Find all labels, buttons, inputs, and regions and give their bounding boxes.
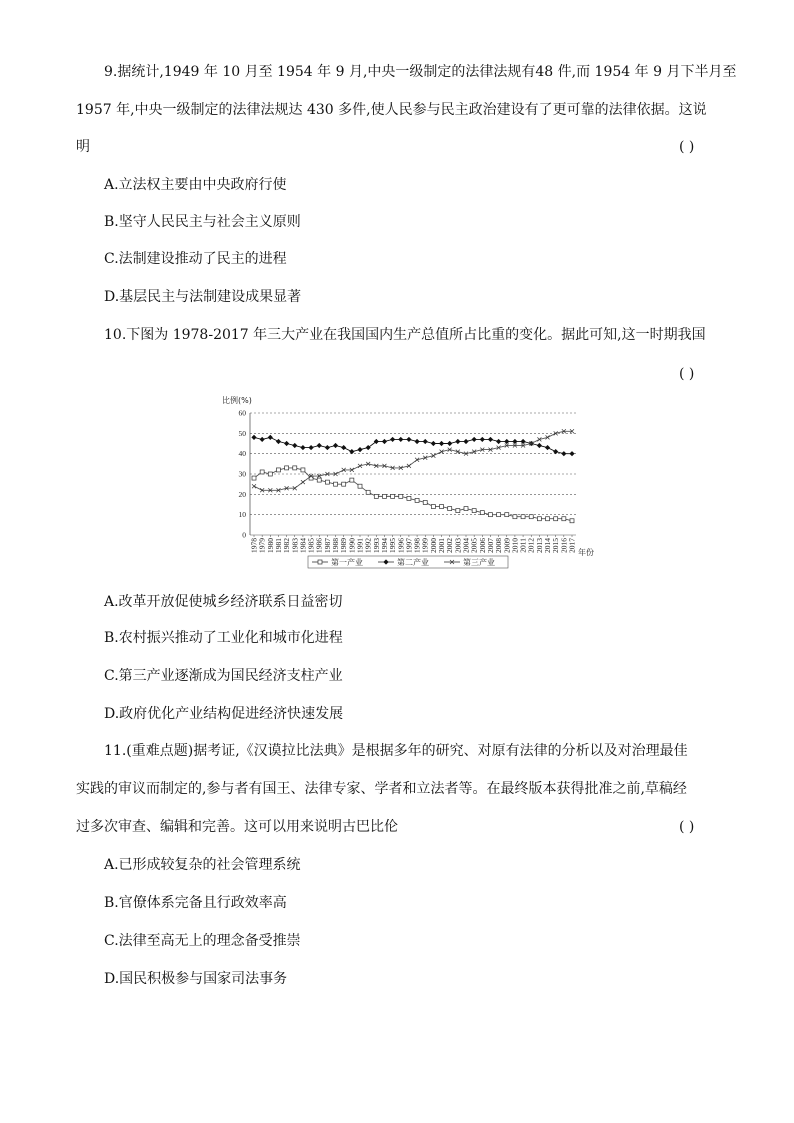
point-3-1978 xyxy=(252,484,256,488)
y-tick-label-30: 30 xyxy=(238,469,246,479)
point-1-1980 xyxy=(268,472,272,476)
point-1-2017 xyxy=(570,519,574,523)
point-1-1988 xyxy=(334,482,338,486)
point-1-2003 xyxy=(456,509,460,513)
x-tick-label-1980: 1980 xyxy=(265,538,275,553)
series-line-1 xyxy=(254,468,572,521)
point-2-1982 xyxy=(284,441,289,446)
y-tick-label-40: 40 xyxy=(238,449,246,459)
point-2-1997 xyxy=(406,437,411,442)
q9-option-d[interactable]: D.基层民主与法制建设成果显著 xyxy=(104,289,302,305)
point-2-1984 xyxy=(300,445,305,450)
q9-stem-line2: 1957 年,中央一级制定的法律法规达 430 多件,使人民参与民主政治建设有了更可靠的法律依据。这说 xyxy=(76,102,707,118)
point-1-1992 xyxy=(366,490,370,494)
point-2-1987 xyxy=(325,445,330,450)
x-tick-label-2008: 2008 xyxy=(494,538,504,553)
x-tick-label-1987: 1987 xyxy=(322,538,332,553)
point-2-2001 xyxy=(439,441,444,446)
x-tick-label-1993: 1993 xyxy=(371,538,381,553)
q9-stem-line3: 明 xyxy=(76,139,90,155)
q9-option-a[interactable]: A.立法权主要由中央政府行使 xyxy=(104,177,287,193)
point-1-1995 xyxy=(391,494,395,498)
x-tick-label-2006: 2006 xyxy=(477,538,487,553)
point-2-1980 xyxy=(268,435,273,440)
point-2-2000 xyxy=(431,441,436,446)
point-2-2009 xyxy=(504,439,509,444)
point-1-1982 xyxy=(285,466,289,470)
point-2-2004 xyxy=(463,439,468,444)
point-2-1998 xyxy=(414,439,419,444)
x-tick-label-1985: 1985 xyxy=(306,538,316,553)
x-tick-label-1988: 1988 xyxy=(331,538,341,553)
point-1-1978 xyxy=(252,476,256,480)
chart-ylabel: 比例(%) xyxy=(222,396,252,405)
industry-share-line-chart xyxy=(214,393,594,579)
q10-answer-blank[interactable]: ( ) xyxy=(679,366,695,382)
legend-label-3: 第三产业 xyxy=(463,558,495,567)
point-2-1988 xyxy=(333,443,338,448)
q9-option-b[interactable]: B.坚守人民民主与社会主义原则 xyxy=(104,214,301,230)
point-2-2011 xyxy=(520,439,525,444)
point-1-2014 xyxy=(546,517,550,521)
point-1-1983 xyxy=(293,466,297,470)
x-tick-label-2003: 2003 xyxy=(453,538,463,553)
x-tick-label-2009: 2009 xyxy=(502,538,512,553)
point-1-1997 xyxy=(407,496,411,500)
x-tick-label-2004: 2004 xyxy=(461,538,471,553)
q10-option-a[interactable]: A.改革开放促使城乡经济联系日益密切 xyxy=(104,594,343,610)
point-1-1998 xyxy=(415,498,419,502)
point-1-2005 xyxy=(472,509,476,513)
point-2-1989 xyxy=(341,445,346,450)
chart-legend xyxy=(308,556,508,568)
q10-option-b[interactable]: B.农村振兴推动了工业化和城市化进程 xyxy=(104,630,343,646)
point-2-1978 xyxy=(251,435,256,440)
legend-label-1: 第一产业 xyxy=(331,558,363,567)
q10-option-d[interactable]: D.政府优化产业结构促进经济快速发展 xyxy=(104,706,344,722)
x-tick-label-2005: 2005 xyxy=(469,538,479,553)
series-1 xyxy=(252,466,574,523)
x-tick-label-1978: 1978 xyxy=(249,538,259,553)
legend-marker-2 xyxy=(383,559,388,564)
q11-stem-line1: 11.(重难点题)据考证,《汉谟拉比法典》是根据多年的研究、对原有法律的分析以及对治理最佳 xyxy=(104,743,688,759)
x-tick-label-1999: 1999 xyxy=(420,538,430,553)
chart-series xyxy=(251,429,574,522)
x-tick-label-1990: 1990 xyxy=(347,538,357,553)
point-1-2006 xyxy=(480,511,484,515)
point-1-1991 xyxy=(358,484,362,488)
point-1-1981 xyxy=(276,468,280,472)
x-tick-label-1986: 1986 xyxy=(314,538,324,553)
legend-marker-1 xyxy=(318,560,322,564)
point-2-1979 xyxy=(260,437,265,442)
point-1-1990 xyxy=(350,478,354,482)
x-tick-label-2014: 2014 xyxy=(543,538,553,553)
point-2-2003 xyxy=(455,439,460,444)
point-1-1996 xyxy=(399,494,403,498)
x-tick-label-1983: 1983 xyxy=(290,538,300,553)
chart-y-ticks xyxy=(239,409,247,540)
point-2-2005 xyxy=(472,437,477,442)
x-tick-label-2012: 2012 xyxy=(526,538,536,553)
point-2-2015 xyxy=(553,449,558,454)
point-1-1989 xyxy=(342,482,346,486)
x-tick-label-1989: 1989 xyxy=(339,538,349,553)
x-tick-label-1984: 1984 xyxy=(298,538,308,553)
y-tick-label-20: 20 xyxy=(238,489,246,499)
x-tick-label-1996: 1996 xyxy=(396,538,406,553)
point-1-2016 xyxy=(562,517,566,521)
x-tick-label-2011: 2011 xyxy=(518,538,528,553)
point-2-2002 xyxy=(447,441,452,446)
q11-option-d[interactable]: D.国民积极参与国家司法事务 xyxy=(104,971,288,987)
x-tick-label-2010: 2010 xyxy=(510,538,520,553)
x-tick-label-2013: 2013 xyxy=(534,538,544,553)
x-tick-label-1981: 1981 xyxy=(273,538,283,553)
q9-answer-blank[interactable]: ( ) xyxy=(679,139,695,155)
point-1-2012 xyxy=(529,515,533,519)
x-tick-label-2007: 2007 xyxy=(485,538,495,553)
point-2-1999 xyxy=(423,439,428,444)
point-2-1986 xyxy=(317,443,322,448)
point-3-1984 xyxy=(301,480,305,484)
y-tick-label-50: 50 xyxy=(238,428,246,438)
x-tick-label-1979: 1979 xyxy=(257,538,267,553)
legend-label-2: 第二产业 xyxy=(397,558,429,567)
point-1-1984 xyxy=(301,468,305,472)
x-tick-label-2002: 2002 xyxy=(445,538,455,553)
y-tick-label-0: 0 xyxy=(242,530,246,540)
x-tick-label-2016: 2016 xyxy=(559,538,569,553)
series-3 xyxy=(252,429,574,492)
point-1-2002 xyxy=(448,507,452,511)
point-2-2014 xyxy=(545,445,550,450)
y-tick-label-10: 10 xyxy=(238,510,246,520)
chart-xlabel: 年份 xyxy=(578,548,594,557)
point-2-1995 xyxy=(390,437,395,442)
x-tick-label-1991: 1991 xyxy=(355,538,365,553)
x-tick-label-2017: 2017 xyxy=(567,538,577,553)
point-1-2001 xyxy=(440,505,444,509)
point-2-1994 xyxy=(382,439,387,444)
point-1-2013 xyxy=(537,517,541,521)
q11-stem-line3: 过多次审查、编辑和完善。这可以用来说明古巴比伦 xyxy=(76,819,398,835)
point-1-1987 xyxy=(325,480,329,484)
point-1-1993 xyxy=(374,494,378,498)
q11-stem-line2: 实践的审议而制定的,参与者有国王、法律专家、学者和立法者等。在最终版本获得批准之前,草稿经 xyxy=(76,781,687,797)
point-1-1999 xyxy=(423,500,427,504)
point-2-2006 xyxy=(480,437,485,442)
chart-x-ticks xyxy=(250,535,577,553)
x-tick-label-1982: 1982 xyxy=(282,538,292,553)
q9-stem-line1: 9.据统计,1949 年 10 月至 1954 年 9 月,中央一级制定的法律法规有48 件,而 1954 年 9 月下半月至 xyxy=(104,64,737,80)
point-1-1979 xyxy=(260,470,264,474)
x-tick-label-1995: 1995 xyxy=(388,538,398,553)
q9-option-c[interactable]: C.法制建设推动了民主的进程 xyxy=(104,251,287,267)
q10-option-c[interactable]: C.第三产业逐渐成为国民经济支柱产业 xyxy=(104,668,343,684)
point-1-2010 xyxy=(513,515,517,519)
point-2-1983 xyxy=(292,443,297,448)
point-2-2008 xyxy=(496,439,501,444)
point-1-2011 xyxy=(521,515,525,519)
point-1-2007 xyxy=(488,513,492,517)
q11-option-c[interactable]: C.法律至高无上的理念备受推崇 xyxy=(104,933,301,949)
point-1-2004 xyxy=(464,507,468,511)
x-tick-label-2001: 2001 xyxy=(437,538,447,553)
q11-option-b[interactable]: B.官僚体系完备且行政效率高 xyxy=(104,895,287,911)
point-2-2017 xyxy=(569,451,574,456)
point-1-1994 xyxy=(382,494,386,498)
point-1-2009 xyxy=(505,513,509,517)
x-tick-label-1992: 1992 xyxy=(363,538,373,553)
q11-answer-blank[interactable]: ( ) xyxy=(679,819,695,835)
q10-stem-line1: 10.下图为 1978-2017 年三大产业在我国国内生产总值所占比重的变化。据此可知,这一时期我国 xyxy=(104,327,706,343)
x-tick-label-2000: 2000 xyxy=(428,538,438,553)
point-2-2016 xyxy=(561,451,566,456)
point-2-1985 xyxy=(308,445,313,450)
point-1-2015 xyxy=(554,517,558,521)
point-2-1991 xyxy=(357,447,362,452)
x-tick-label-2015: 2015 xyxy=(551,538,561,553)
point-2-1981 xyxy=(276,439,281,444)
q11-option-a[interactable]: A.已形成较复杂的社会管理系统 xyxy=(104,857,301,873)
point-1-2000 xyxy=(431,505,435,509)
point-2-2013 xyxy=(537,443,542,448)
x-tick-label-1997: 1997 xyxy=(404,538,414,553)
point-2-2010 xyxy=(512,439,517,444)
x-tick-label-1998: 1998 xyxy=(412,538,422,553)
point-1-2008 xyxy=(497,513,501,517)
series-2 xyxy=(251,435,574,456)
point-2-1996 xyxy=(398,437,403,442)
x-tick-label-1994: 1994 xyxy=(379,538,389,553)
point-1-1986 xyxy=(317,478,321,482)
y-tick-label-60: 60 xyxy=(238,408,246,418)
point-2-2007 xyxy=(488,437,493,442)
